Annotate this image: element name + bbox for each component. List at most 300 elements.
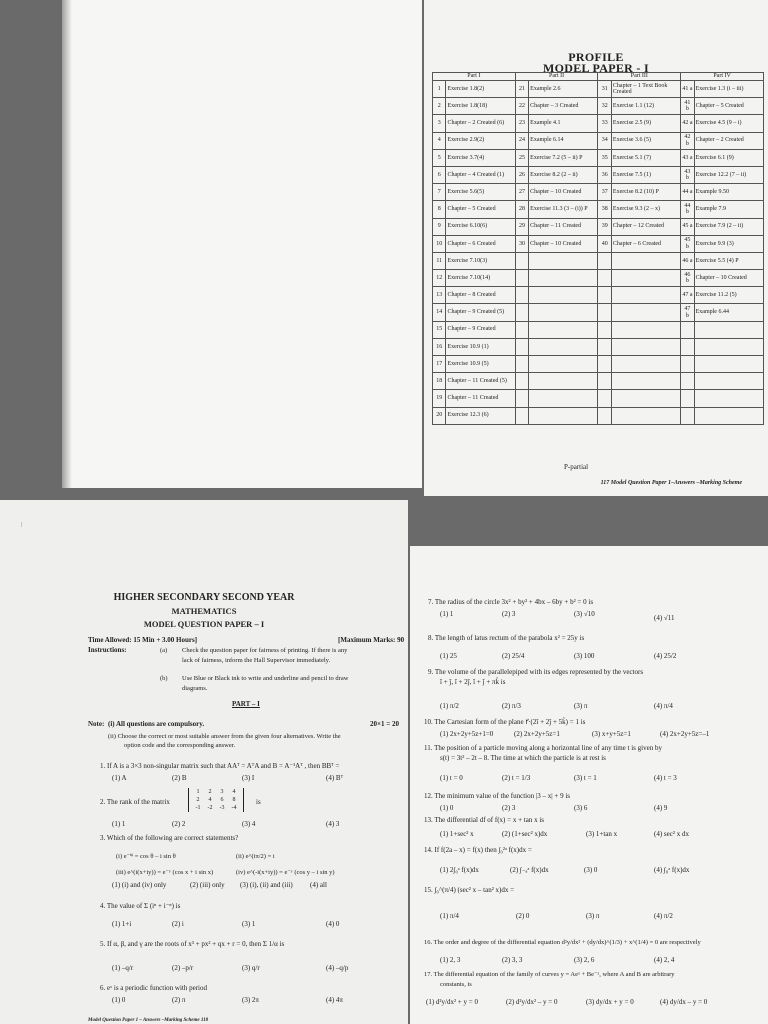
q8-option-2: (2) 25/4 <box>502 652 525 660</box>
question-number-cell: 42 b <box>681 132 694 149</box>
question-number-cell: 26 <box>515 166 528 183</box>
profile-subtitle: MODEL PAPER - I <box>543 61 649 75</box>
instruction-a: Check the question paper for fairness of printing. If there is any <box>182 647 348 654</box>
header-part-2: Part II <box>515 73 598 81</box>
question-number-cell: 43 b <box>681 166 694 183</box>
question-number-cell: 6 <box>433 166 446 183</box>
question-number-cell: 36 <box>598 166 611 183</box>
matrix-row <box>192 804 240 812</box>
source-cell <box>529 390 598 407</box>
source-cell: Chapter – 2 Created (6) <box>446 115 515 132</box>
source-cell: Exercise 6.10(6) <box>446 218 515 235</box>
q3-option-2: (2) (iii) only <box>190 881 225 889</box>
source-cell <box>611 304 680 321</box>
question-number-cell: 37 <box>598 184 611 201</box>
question-number-cell <box>515 287 528 304</box>
source-cell: Exercise 9.3 (2 – x) <box>611 201 680 218</box>
q9-option-2: (2) π/3 <box>502 702 521 710</box>
question-number-cell: 18 <box>433 373 446 390</box>
source-cell: Chapter – 5 Created <box>694 98 763 115</box>
source-cell: Exercise 5.6(5) <box>446 184 515 201</box>
question-number-cell: 42 a <box>681 115 694 132</box>
source-cell: Exercise 5.5 (4) P <box>694 252 763 269</box>
source-cell: Chapter – 5 Created <box>446 201 515 218</box>
table-row <box>433 287 764 304</box>
question-number-cell: 32 <box>598 98 611 115</box>
q4-option-3: (3) 1 <box>242 920 256 928</box>
question-number-cell: 13 <box>433 287 446 304</box>
question-number-cell: 47 a <box>681 287 694 304</box>
matrix-cell: 4 <box>208 797 212 803</box>
question-number-cell: 5 <box>433 149 446 166</box>
question-1: 1. If A is a 3×3 non-singular matrix such that AAᵀ = AᵀA and B = A⁻¹Aᵀ , then BBᵀ = <box>100 762 340 770</box>
question-17-cont: constants, is <box>440 981 472 988</box>
partial-note: P-partial <box>564 463 589 471</box>
question-number-cell <box>598 373 611 390</box>
q4-option-4: (4) 0 <box>326 920 340 928</box>
q5-option-3: (3) q/r <box>242 964 260 972</box>
q13-option-4: (4) sec² x dx <box>654 830 689 838</box>
question-number-cell: 41 a <box>681 81 694 98</box>
question-9: 9. The volume of the parallelepiped with its edges represented by the vectors <box>428 668 644 676</box>
source-cell: Exercise 1.8(2) <box>446 81 515 98</box>
source-cell <box>694 338 763 355</box>
exam-page-left <box>0 500 408 1024</box>
question-5: 5. If α, β, and γ are the roots of x³ + px² + qx + r = 0, then Σ 1/α is <box>100 940 285 948</box>
q6-option-1: (1) 0 <box>112 996 126 1004</box>
question-number-cell <box>515 373 528 390</box>
source-cell: Exercise 2.5 (9) <box>611 115 680 132</box>
source-cell <box>529 407 598 424</box>
exam-page-right <box>410 546 768 1024</box>
question-number-cell <box>515 304 528 321</box>
profile-page <box>424 0 768 496</box>
source-cell: Chapter – 6 Created <box>446 235 515 252</box>
question-number-cell <box>515 338 528 355</box>
q6-option-4: (4) 4π <box>326 996 343 1004</box>
question-number-cell <box>515 356 528 373</box>
table-row <box>433 132 764 149</box>
question-14: 14. If f(2a – x) = f(x) then ∫₀²ᵃ f(x)dx = <box>424 846 532 854</box>
q3-statement-i: (i) e⁻ⁱᶿ = cos θ – i sin θ <box>116 853 176 860</box>
table-row <box>433 321 764 338</box>
question-number-cell: 19 <box>433 390 446 407</box>
note-label: Note: <box>88 720 105 728</box>
matrix-row <box>192 796 240 804</box>
q17-option-3: (3) dy/dx + y = 0 <box>586 998 634 1006</box>
table-row <box>433 98 764 115</box>
question-number-cell: 27 <box>515 184 528 201</box>
question-17: 17. The differential equation of the family of curves y = Aeˣ + Be⁻ˣ, where A and B are arbitrary <box>424 971 675 978</box>
exam-paper-title: MODEL QUESTION PAPER – I <box>143 619 265 629</box>
q10-option-2: (2) 2x+2y+5z=1 <box>514 730 560 738</box>
matrix-cell: -3 <box>219 805 225 811</box>
profile-table <box>432 72 764 425</box>
q13-option-1: (1) 1+sec² x <box>440 830 474 838</box>
question-number-cell: 21 <box>515 81 528 98</box>
question-10: 10. The Cartesian form of the plane r⃗·(2î + 2ĵ + 5k̂) = 1 is <box>424 718 586 726</box>
question-number-cell: 43 a <box>681 149 694 166</box>
exam-school: HIGHER SECONDARY SECOND YEAR <box>113 592 295 603</box>
question-9-cont: î + ĵ, î + 2ĵ, î + ĵ + πk̂ is <box>440 678 506 686</box>
blank-page-top-left <box>62 0 422 488</box>
question-number-cell: 24 <box>515 132 528 149</box>
source-cell: Exercise 7.5 (1) <box>611 166 680 183</box>
source-cell: Exercise 11.2 (5) <box>694 287 763 304</box>
q7-option-2: (2) 3 <box>502 610 516 618</box>
source-cell: Exercise 12.2 (7 – ii) <box>694 166 763 183</box>
q12-option-2: (2) 3 <box>502 804 516 812</box>
question-number-cell: 9 <box>433 218 446 235</box>
source-cell: Exercise 10.9 (1) <box>446 338 515 355</box>
q10-option-4: (4) 2x+2y+5z=–1 <box>660 730 710 738</box>
question-6: 6. eˣ is a periodic function with period <box>100 984 207 992</box>
source-cell <box>529 304 598 321</box>
matrix-cell: 3 <box>220 789 224 795</box>
table-row <box>433 149 764 166</box>
matrix-cell: 2 <box>208 789 212 795</box>
q1-option-2: (2) B <box>172 774 187 782</box>
q11-option-4: (4) t = 3 <box>654 774 677 782</box>
question-11: 11. The position of a particle moving along a horizontal line of any time t is given by <box>424 744 662 752</box>
q15-option-2: (2) 0 <box>516 912 530 920</box>
q9-option-3: (3) π <box>574 702 588 710</box>
source-cell: Example 7.9 <box>694 201 763 218</box>
source-cell: Chapter – 10 Created <box>529 184 598 201</box>
q6-option-3: (3) 2π <box>242 996 259 1004</box>
source-cell <box>694 390 763 407</box>
source-cell: Chapter – 8 Created <box>446 287 515 304</box>
table-row <box>433 356 764 373</box>
source-cell: Chapter – 10 Created <box>529 235 598 252</box>
q15-option-1: (1) π/4 <box>440 912 459 920</box>
source-cell: Exercise 10.9 (5) <box>446 356 515 373</box>
question-16: 16. The order and degree of the differential equation d²y/dx² + (dy/dx)^(1/3) + x^(1/4) = 0 are respectively <box>424 939 701 946</box>
question-number-cell: 25 <box>515 149 528 166</box>
source-cell: Chapter – 3 Created <box>529 98 598 115</box>
question-number-cell <box>681 407 694 424</box>
question-number-cell <box>515 270 528 287</box>
question-number-cell: 35 <box>598 149 611 166</box>
question-number-cell <box>598 270 611 287</box>
instruction-a-label: (a) <box>160 647 168 654</box>
note-3: option code and the corresponding answer. <box>124 742 236 749</box>
question-number-cell: 7 <box>433 184 446 201</box>
instruction-b-cont: diagrams. <box>182 685 208 692</box>
source-cell: Chapter – 11 Created <box>446 390 515 407</box>
q12-option-3: (3) 6 <box>574 804 588 812</box>
source-cell <box>611 321 680 338</box>
source-cell: Exercise 1.3 (i – iii) <box>694 81 763 98</box>
question-2: 2. The rank of the matrix <box>100 798 170 806</box>
table-row <box>433 270 764 287</box>
table-row <box>433 201 764 218</box>
q5-option-2: (2) –p/r <box>172 964 194 972</box>
q10-option-3: (3) x+y+5z=1 <box>592 730 631 738</box>
question-number-cell <box>598 304 611 321</box>
question-number-cell: 29 <box>515 218 528 235</box>
q8-option-4: (4) 25/2 <box>654 652 677 660</box>
question-number-cell <box>515 321 528 338</box>
q2-option-1: (1) 1 <box>112 820 126 828</box>
source-cell <box>529 373 598 390</box>
q14-option-3: (3) 0 <box>584 866 598 874</box>
source-cell: Exercise 3.7(4) <box>446 149 515 166</box>
q16-option-1: (1) 2, 3 <box>440 956 461 964</box>
q12-option-4: (4) 9 <box>654 804 668 812</box>
question-15: 15. ∫₀^(π/4) (sec² x – tan² x)dx = <box>424 886 515 894</box>
q5-option-4: (4) –q/p <box>326 964 349 972</box>
matrix-cell: 2 <box>196 797 200 803</box>
question-number-cell: 2 <box>433 98 446 115</box>
source-cell: Chapter – 4 Created (1) <box>446 166 515 183</box>
exam-subject: MATHEMATICS <box>171 606 237 616</box>
table-row <box>433 218 764 235</box>
header-part-3: Part III <box>598 73 681 81</box>
q1-option-1: (1) A <box>112 774 127 782</box>
question-number-cell: 41 b <box>681 98 694 115</box>
source-cell: Chapter – 11 Created (5) <box>446 373 515 390</box>
matrix-cell: 1 <box>196 789 200 795</box>
source-cell <box>611 390 680 407</box>
table-row <box>433 115 764 132</box>
source-cell <box>529 321 598 338</box>
table-row <box>433 304 764 321</box>
q3-statement-iv: (iv) e^(-i(x+iy)) = e⁻ʸ (cos y – i sin y) <box>236 869 335 876</box>
question-number-cell: 12 <box>433 270 446 287</box>
source-cell: Exercise 7.9 (2 – ii) <box>694 218 763 235</box>
source-cell: Exercise 7.10(3) <box>446 252 515 269</box>
question-number-cell <box>598 356 611 373</box>
matrix-cell: -4 <box>231 805 237 811</box>
question-number-cell: 1 <box>433 81 446 98</box>
time-allowed: Time Allowed: 15 Min + 3.00 Hours] <box>88 636 198 644</box>
source-cell: Exercise 7.10(14) <box>446 270 515 287</box>
q1-option-3: (3) I <box>242 774 255 782</box>
question-7: 7. The radius of the circle 3x² + by² + 4bx – 6by + b² = 0 is <box>428 598 594 606</box>
source-cell: Exercise 8.2 (10) P <box>611 184 680 201</box>
source-cell: Chapter – 12 Created <box>611 218 680 235</box>
question-number-cell: 38 <box>598 201 611 218</box>
question-3: 3. Which of the following are correct statements? <box>100 834 239 842</box>
source-cell <box>611 270 680 287</box>
header-part-4: Part IV <box>681 73 764 81</box>
source-cell: Exercise 3.6 (5) <box>611 132 680 149</box>
q3-option-4: (4) all <box>310 881 327 889</box>
q16-option-4: (4) 2, 4 <box>654 956 675 964</box>
matrix-cell: 6 <box>220 797 224 803</box>
question-number-cell: 31 <box>598 81 611 98</box>
source-cell: Chapter – 1 Text Book Created <box>611 81 680 98</box>
matrix-cell: -1 <box>195 805 201 811</box>
q7-option-3: (3) √10 <box>574 610 595 618</box>
matrix-row <box>192 788 240 796</box>
question-number-cell: 17 <box>433 356 446 373</box>
q2-option-4: (4) 3 <box>326 820 340 828</box>
q10-option-1: (1) 2x+2y+5z+1=0 <box>440 730 494 738</box>
source-cell: Example 4.1 <box>529 115 598 132</box>
source-cell: Exercise 5.1 (7) <box>611 149 680 166</box>
question-number-cell: 40 <box>598 235 611 252</box>
question-2-tail: is <box>256 798 261 806</box>
q6-option-2: (2) π <box>172 996 186 1004</box>
table-row <box>433 390 764 407</box>
q14-option-4: (4) ∫₀ᵃ f(x)dx <box>654 866 690 874</box>
question-11-cont: s(t) = 3t² – 2t – 8. The time at which the particle is at rest is <box>440 754 606 762</box>
source-cell <box>611 407 680 424</box>
source-cell: Example 2.6 <box>529 81 598 98</box>
question-8: 8. The length of latus rectum of the parabola x² = 25y is <box>428 634 585 642</box>
source-cell: Chapter – 2 Created <box>694 132 763 149</box>
question-number-cell: 45 a <box>681 218 694 235</box>
table-row <box>433 81 764 98</box>
question-number-cell <box>681 373 694 390</box>
source-cell <box>529 338 598 355</box>
source-cell <box>611 373 680 390</box>
instruction-b-label: (b) <box>160 675 168 682</box>
source-cell: Exercise 1.8(18) <box>446 98 515 115</box>
question-number-cell: 10 <box>433 235 446 252</box>
q3-statement-iii: (iii) e^(i(x+iy)) = e⁻ʸ (cos x + i sin x) <box>116 869 214 876</box>
source-cell: Chapter – 9 Created <box>446 321 515 338</box>
question-number-cell: 11 <box>433 252 446 269</box>
source-cell <box>694 321 763 338</box>
table-row <box>433 166 764 183</box>
q15-option-4: (4) π/2 <box>654 912 673 920</box>
source-cell: Exercise 12.3 (6) <box>446 407 515 424</box>
source-cell: Example 9.50 <box>694 184 763 201</box>
question-number-cell: 22 <box>515 98 528 115</box>
question-number-cell: 8 <box>433 201 446 218</box>
question-number-cell: 23 <box>515 115 528 132</box>
q12-option-1: (1) 0 <box>440 804 454 812</box>
question-number-cell: 39 <box>598 218 611 235</box>
q3-option-3: (3) (i), (ii) and (iii) <box>240 881 293 889</box>
question-13: 13. The differential df of f(x) = x + tan x is <box>424 816 544 824</box>
question-number-cell: 34 <box>598 132 611 149</box>
source-cell <box>529 252 598 269</box>
q9-option-1: (1) π/2 <box>440 702 459 710</box>
source-cell <box>694 356 763 373</box>
q5-option-1: (1) –q/r <box>112 964 134 972</box>
q3-option-1: (1) (i) and (iv) only <box>112 881 167 889</box>
source-cell: Example 6.44 <box>694 304 763 321</box>
source-cell: Chapter – 9 Created (5) <box>446 304 515 321</box>
q15-option-3: (3) π <box>586 912 600 920</box>
question-number-cell: 47 b <box>681 304 694 321</box>
instructions-label: Instructions: <box>88 646 127 654</box>
question-4: 4. The value of Σ (iⁿ + i⁻ⁿ) is <box>100 902 181 910</box>
instruction-a-cont: lack of fairness, inform the Hall Supervisor immediately. <box>182 657 331 664</box>
note-2: (ii) Choose the correct or most suitable answer from the given four alternatives. Write the <box>108 733 341 740</box>
q4-option-1: (1) 1+i <box>112 920 132 928</box>
question-number-cell: 30 <box>515 235 528 252</box>
source-cell: Exercise 2.9(2) <box>446 132 515 149</box>
source-cell <box>529 270 598 287</box>
q17-option-4: (4) dy/dx – y = 0 <box>660 998 708 1006</box>
profile-title: PROFILE <box>568 50 624 64</box>
q1-option-4: (4) Bᵀ <box>326 774 344 782</box>
q17-option-1: (1) d²y/dx² + y = 0 <box>426 998 478 1006</box>
q17-option-2: (2) d²y/dx² – y = 0 <box>506 998 558 1006</box>
source-cell: Chapter – 6 Created <box>611 235 680 252</box>
question-number-cell <box>681 390 694 407</box>
source-cell <box>529 356 598 373</box>
q7-option-1: (1) 1 <box>440 610 454 618</box>
question-number-cell <box>681 338 694 355</box>
question-number-cell: 20 <box>433 407 446 424</box>
page-footer: 117 Model Question Paper 1–Answers –Marking Scheme <box>600 480 742 486</box>
question-number-cell: 28 <box>515 201 528 218</box>
q13-option-3: (3) 1+tan x <box>586 830 618 838</box>
q9-option-4: (4) π/4 <box>654 702 673 710</box>
table-row <box>433 373 764 390</box>
question-number-cell <box>598 287 611 304</box>
table-row <box>433 407 764 424</box>
page-shadow <box>62 0 72 488</box>
question-12: 12. The minimum value of the function |3 – x| + 9 is <box>424 792 571 800</box>
question-number-cell <box>515 252 528 269</box>
source-cell <box>611 287 680 304</box>
note-1: (i) All questions are compulsory. <box>108 720 205 728</box>
question-number-cell: 33 <box>598 115 611 132</box>
question-number-cell: 44 a <box>681 184 694 201</box>
question-number-cell <box>598 321 611 338</box>
source-cell <box>611 252 680 269</box>
q16-option-2: (2) 3, 3 <box>502 956 523 964</box>
question-number-cell <box>681 321 694 338</box>
source-cell <box>611 356 680 373</box>
q11-option-1: (1) t = 0 <box>440 774 463 782</box>
table-row <box>433 184 764 201</box>
question-number-cell: 45 b <box>681 235 694 252</box>
source-cell: Exercise 6.1 (9) <box>694 149 763 166</box>
q3-statement-ii: (ii) e^(iπ/2) = i <box>236 853 275 860</box>
source-cell: Exercise 11.3 (3 – (i)) P <box>529 201 598 218</box>
source-cell: Example 6.14 <box>529 132 598 149</box>
margin-mark: — <box>20 522 25 527</box>
question-number-cell: 4 <box>433 132 446 149</box>
question-number-cell: 44 b <box>681 201 694 218</box>
question-number-cell: 46 a <box>681 252 694 269</box>
matrix-cell: 8 <box>232 797 236 803</box>
source-cell: Exercise 4.5 (9 – i) <box>694 115 763 132</box>
q2-option-3: (3) 4 <box>242 820 256 828</box>
question-number-cell <box>515 390 528 407</box>
source-cell: Chapter – 11 Created <box>529 218 598 235</box>
question-number-cell: 15 <box>433 321 446 338</box>
max-marks: [Maximum Marks: 90 <box>338 636 405 644</box>
q7-option-4: (4) √11 <box>654 614 675 622</box>
q8-option-3: (3) 100 <box>574 652 595 660</box>
q2-option-2: (2) 2 <box>172 820 186 828</box>
q16-option-3: (3) 2, 6 <box>574 956 595 964</box>
question-number-cell <box>598 390 611 407</box>
source-cell <box>611 338 680 355</box>
source-cell: Exercise 9.9 (3) <box>694 235 763 252</box>
q14-option-2: (2) ∫₋ₐᵃ f(x)dx <box>510 866 549 874</box>
page-footer-left: Model Question Paper 1 – Answers –Marking Scheme 118 <box>88 1018 209 1023</box>
table-row <box>433 252 764 269</box>
question-number-cell: 3 <box>433 115 446 132</box>
source-cell <box>529 287 598 304</box>
source-cell: Exercise 7.2 (5 – ii) P <box>529 149 598 166</box>
source-cell: Chapter – 10 Created <box>694 270 763 287</box>
source-cell: Exercise 8.2 (2 – ii) <box>529 166 598 183</box>
question-number-cell <box>515 407 528 424</box>
q8-option-1: (1) 25 <box>440 652 457 660</box>
table-row <box>433 235 764 252</box>
